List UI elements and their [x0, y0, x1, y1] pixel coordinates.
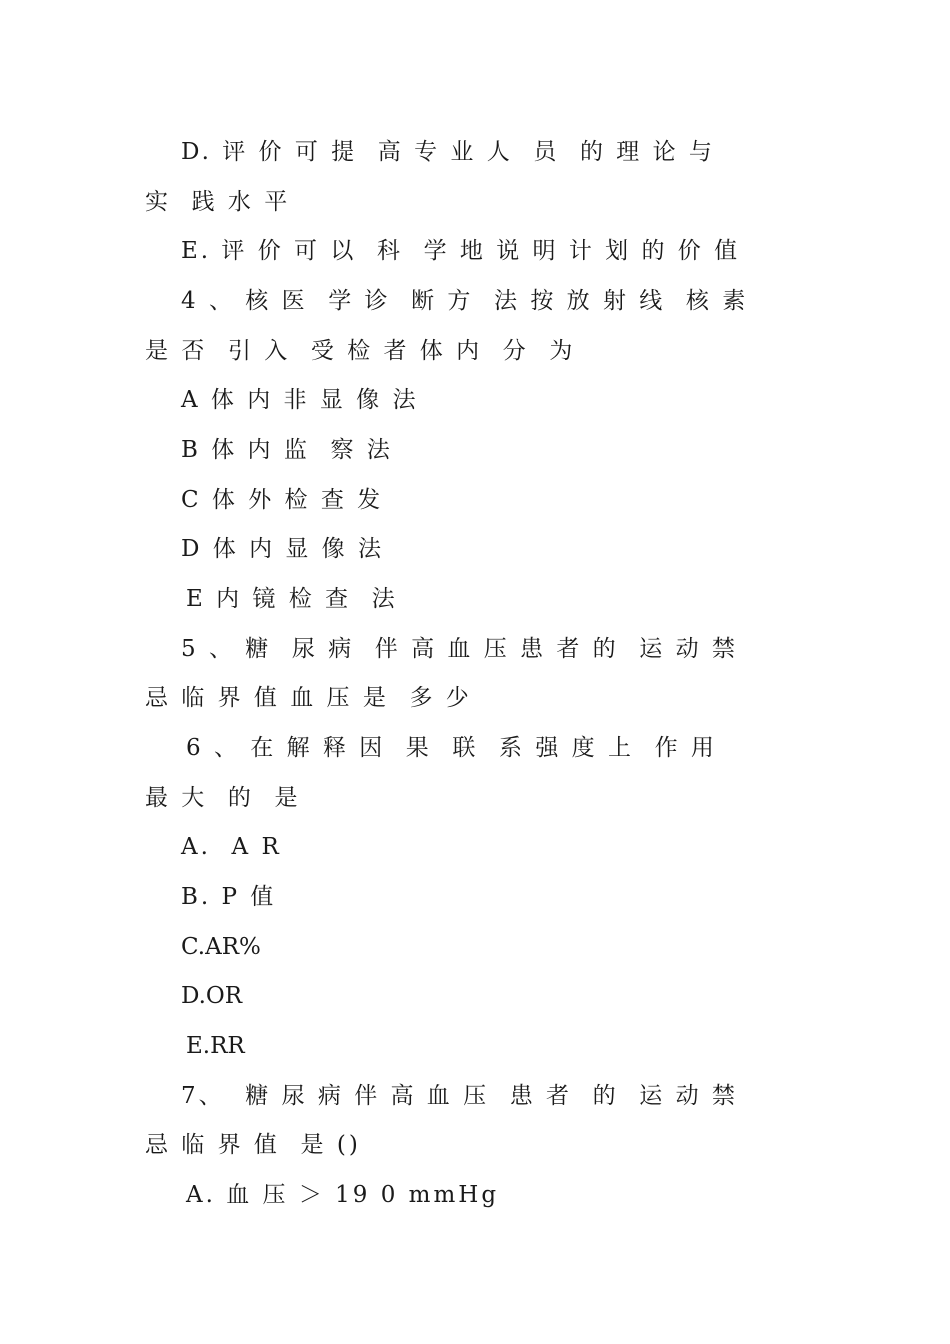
q4-option-a: A 体 内 非 显 像 法: [181, 387, 419, 413]
q4-option-d: D 体 内 显 像 法: [181, 536, 384, 562]
q7-option-a: A. 血 压 ＞ 19 0 mmHg: [186, 1182, 500, 1208]
q4-option-b: B 体 内 监 察 法: [181, 437, 393, 463]
q6-option-c: C.AR%: [181, 934, 261, 960]
q4-option-e: E 内 镜 检 查 法: [186, 586, 398, 612]
question-4-line-2: 是 否 引 入 受 检 者 体 内 分 为: [145, 338, 576, 364]
q6-option-b: B. P 值: [181, 884, 277, 910]
question-4-line-1: 4 、 核 医 学 诊 断 方 法 按 放 射 线 核 素: [181, 288, 749, 314]
option-d-evaluation-line-2: 实 践 水 平: [145, 189, 291, 215]
question-7-line-1: 7、 糖 尿 病 伴 高 血 压 患 者 的 运 动 禁: [181, 1083, 738, 1109]
question-6-line-1: 6 、 在 解 释 因 果 联 系 强 度 上 作 用: [186, 735, 717, 761]
q6-option-a: A. A R: [181, 834, 282, 860]
question-5-line-2: 忌 临 界 值 血 压 是 多 少: [145, 685, 472, 711]
q4-option-c: C 体 外 检 查 发: [181, 487, 384, 513]
question-5-line-1: 5 、 糖 尿 病 伴 高 血 压 患 者 的 运 动 禁: [181, 636, 738, 662]
question-7-line-2: 忌 临 界 值 是 (): [145, 1132, 361, 1158]
option-e-evaluation: E. 评 价 可 以 科 学 地 说 明 计 划 的 价 值: [181, 238, 741, 264]
question-6-line-2: 最 大 的 是: [145, 785, 301, 811]
option-d-evaluation-line-1: D. 评 价 可 提 高 专 业 人 员 的 理 论 与: [181, 139, 715, 165]
q6-option-e: E.RR: [186, 1033, 245, 1059]
q6-option-d: D.OR: [181, 983, 243, 1009]
